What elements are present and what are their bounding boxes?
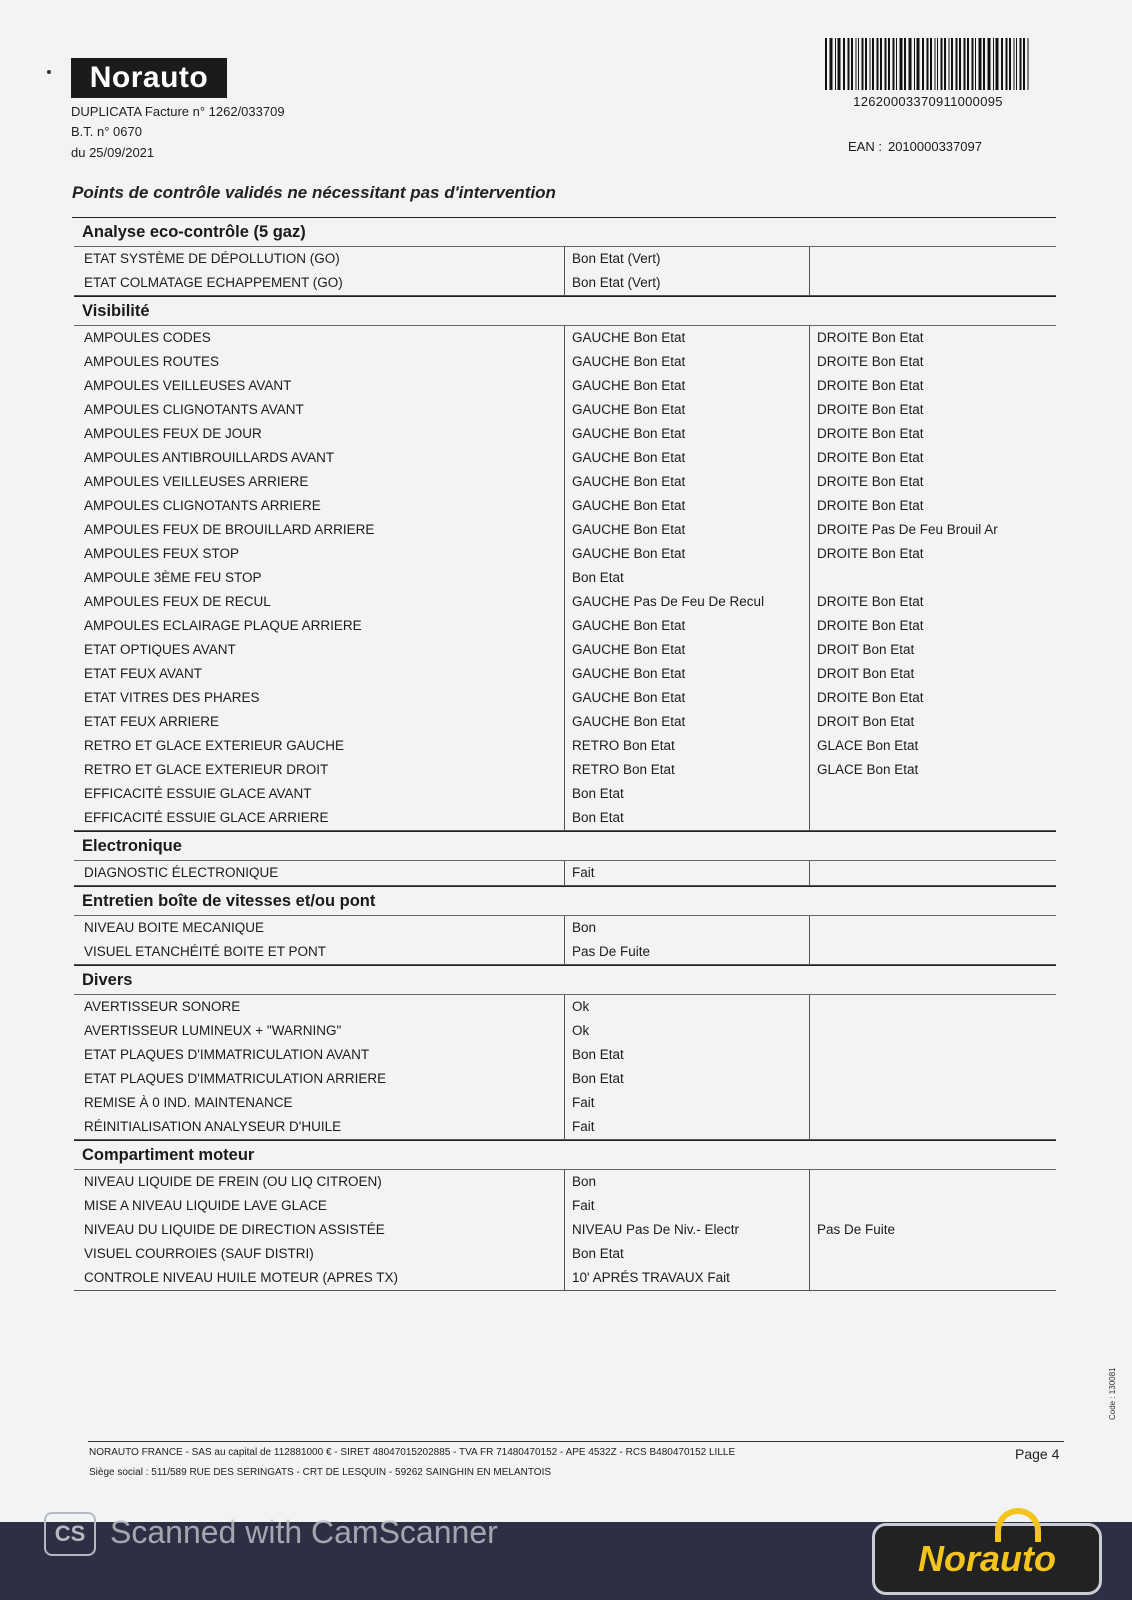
result-primary: GAUCHE Bon Etat (572, 378, 686, 393)
result-primary: Bon Etat (572, 570, 624, 585)
bottom-logo-text: Norauto (918, 1538, 1056, 1579)
result-secondary: DROITE Bon Etat (817, 546, 924, 561)
barcode-bar (930, 38, 932, 90)
barcode-bar (959, 38, 961, 90)
result-secondary: DROITE Bon Etat (817, 378, 924, 393)
result-primary: GAUCHE Bon Etat (572, 642, 686, 657)
barcode-bar (896, 38, 897, 90)
table-row (74, 494, 1056, 518)
table-row (74, 542, 1056, 566)
control-point: AMPOULES ANTIBROUILLARDS AVANT (84, 450, 335, 465)
result-secondary (809, 782, 1056, 806)
result-primary: GAUCHE Bon Etat (572, 522, 686, 537)
barcode-bar (848, 38, 850, 90)
result-secondary (809, 1115, 1056, 1139)
barcode-bar (1014, 38, 1015, 90)
head-office-address: Siège social : 511/589 RUE DES SERINGATS - CRT DE LESQUIN - 59262 SAINGHIN EN MELANTOIS (89, 1467, 552, 1478)
section-rows (74, 861, 1056, 886)
barcode-bar (900, 38, 903, 90)
result-secondary: DROITE Bon Etat (817, 594, 924, 609)
control-points-table (74, 218, 1056, 1291)
result-primary: GAUCHE Bon Etat (572, 354, 686, 369)
result-secondary (809, 1242, 1056, 1266)
barcode-bar (877, 38, 879, 90)
control-point: ETAT FEUX ARRIERE (84, 714, 220, 729)
page-number: Page 4 (1015, 1446, 1060, 1462)
result-primary: NIVEAU Pas De Niv.- Electr (572, 1222, 740, 1237)
control-point: AMPOULE 3ÈME FEU STOP (84, 570, 262, 585)
barcode-bar (964, 38, 966, 90)
table-row (74, 734, 1056, 758)
table-row (74, 861, 1056, 885)
barcode-bar (993, 38, 994, 90)
result-primary: RETRO Bon Etat (572, 762, 675, 777)
ean-label: EAN : (848, 139, 882, 154)
control-point: AMPOULES ECLAIRAGE PLAQUE ARRIERE (84, 618, 362, 633)
barcode-bar (893, 38, 895, 90)
control-point: AVERTISSEUR LUMINEUX + "WARNING" (84, 1023, 342, 1038)
result-secondary: DROITE Bon Etat (817, 402, 924, 417)
ean-value: 2010000337097 (887, 139, 982, 154)
result-secondary: Pas De Fuite (817, 1222, 896, 1237)
control-point: CONTROLE NIVEAU HUILE MOTEUR (APRES TX) (84, 1270, 399, 1285)
section-header: Visibilité (74, 296, 1056, 326)
table-row (74, 686, 1056, 710)
control-point: AMPOULES VEILLEUSES ARRIERE (84, 474, 309, 489)
table-row (74, 590, 1056, 614)
result-secondary (809, 1170, 1056, 1194)
control-point: AMPOULES VEILLEUSES AVANT (84, 378, 292, 393)
table-row (74, 1170, 1056, 1194)
control-point: REMISE À 0 IND. MAINTENANCE (84, 1095, 293, 1110)
control-point: EFFICACITÉ ESSUIE GLACE AVANT (84, 786, 312, 801)
barcode-bar (851, 38, 853, 90)
result-secondary: DROITE Bon Etat (817, 618, 924, 633)
table-row (74, 1266, 1056, 1290)
result-secondary: DROITE Bon Etat (817, 498, 924, 513)
barcode-bar (979, 38, 982, 90)
result-primary: GAUCHE Bon Etat (572, 330, 686, 345)
barcode-bar (830, 38, 833, 90)
result-primary: GAUCHE Bon Etat (572, 450, 686, 465)
result-primary: Bon Etat (572, 1246, 624, 1261)
result-secondary: DROITE Bon Etat (817, 474, 924, 489)
result-primary: Bon (572, 1174, 597, 1189)
table-row (74, 638, 1056, 662)
barcode-bar (885, 38, 887, 90)
control-point: NIVEAU BOITE MECANIQUE (84, 920, 265, 935)
table-row (74, 1091, 1056, 1115)
ean-line (848, 139, 982, 154)
result-secondary: GLACE Bon Etat (817, 762, 919, 777)
norauto-logo: Norauto (71, 58, 227, 98)
result-primary: Bon (572, 920, 597, 935)
barcode-bar (927, 38, 929, 90)
result-primary: Fait (572, 865, 595, 880)
result-primary: Fait (572, 1119, 595, 1134)
result-primary: Fait (572, 1095, 595, 1110)
result-primary: Bon Etat (Vert) (572, 251, 661, 266)
barcode-bar (983, 38, 985, 90)
company-legal-info: NORAUTO FRANCE - SAS au capital de 112881000 € - SIRET 48047015202885 - TVA FR 71480470152 - APE 4532Z - RCS B480470152 LILLE (89, 1447, 736, 1458)
result-primary: GAUCHE Bon Etat (572, 714, 686, 729)
control-point: NIVEAU LIQUIDE DE FREIN (OU LIQ CITROEN) (84, 1174, 382, 1189)
table-row (74, 1115, 1056, 1139)
table-row (74, 1067, 1056, 1091)
result-secondary (809, 1019, 1056, 1043)
table-row (74, 1242, 1056, 1266)
table-row (74, 614, 1056, 638)
result-primary: Bon Etat (572, 810, 624, 825)
scanner-watermark: Scanned with CamScanner (110, 1514, 498, 1550)
result-primary: Bon Etat (572, 1071, 624, 1086)
control-point: ETAT FEUX AVANT (84, 666, 203, 681)
barcode-bar (996, 38, 999, 90)
barcode-bar (870, 38, 871, 90)
control-point: ETAT COLMATAGE ECHAPPEMENT (GO) (84, 275, 343, 290)
barcode-bar (956, 38, 958, 90)
table-row (74, 806, 1056, 830)
result-secondary: DROITE Bon Etat (817, 450, 924, 465)
control-point: RETRO ET GLACE EXTERIEUR GAUCHE (84, 738, 345, 753)
result-secondary: DROIT Bon Etat (817, 642, 915, 657)
barcode-bar (838, 38, 841, 90)
result-primary: GAUCHE Bon Etat (572, 690, 686, 705)
barcode-bar (909, 38, 912, 90)
bt-number: B.T. n° 0670 (71, 124, 142, 139)
control-point: AMPOULES FEUX STOP (84, 546, 240, 561)
result-secondary (809, 271, 1056, 295)
barcode-bar (825, 38, 827, 90)
table-row (74, 995, 1056, 1019)
control-point: AMPOULES FEUX DE RECUL (84, 594, 271, 609)
control-point: NIVEAU DU LIQUIDE DE DIRECTION ASSISTÉE (84, 1222, 385, 1237)
form-code: Code : 130081 (1108, 1367, 1117, 1420)
result-secondary (809, 1043, 1056, 1067)
control-point: AMPOULES CODES (84, 330, 211, 345)
scan-mark (47, 70, 51, 74)
table-row (74, 940, 1056, 964)
result-secondary (809, 1194, 1056, 1218)
result-secondary (809, 940, 1056, 964)
table-row (74, 758, 1056, 782)
result-secondary: DROITE Bon Etat (817, 330, 924, 345)
barcode-bar (856, 38, 857, 90)
section-rows (74, 326, 1056, 831)
table-row (74, 326, 1056, 350)
control-point: VISUEL ETANCHÉITÉ BOITE ET PONT (84, 944, 327, 959)
barcode-number: 12620003370911000095 (853, 94, 1003, 109)
barcode-bar (888, 38, 890, 90)
barcode-bar (937, 38, 938, 90)
control-point: VISUEL COURROIES (SAUF DISTRI) (84, 1246, 314, 1261)
control-point: ETAT SYSTÈME DE DÉPOLLUTION (GO) (84, 251, 340, 266)
barcode-bar (972, 38, 974, 90)
barcode-bar (922, 38, 924, 90)
section-header: Analyse eco-contrôle (5 gaz) (74, 218, 1056, 247)
result-primary: GAUCHE Bon Etat (572, 426, 686, 441)
duplicata-invoice-number: DUPLICATA Facture n° 1262/033709 (71, 104, 285, 119)
result-secondary (809, 995, 1056, 1019)
section-rows (74, 247, 1056, 296)
section-header: Electronique (74, 831, 1056, 861)
table-row (74, 470, 1056, 494)
barcode-bar (944, 38, 946, 90)
camscanner-icon: CS (44, 1512, 96, 1556)
result-secondary: DROITE Bon Etat (817, 690, 924, 705)
result-secondary: DROITE Bon Etat (817, 426, 924, 441)
result-secondary: DROITE Bon Etat (817, 354, 924, 369)
table-row (74, 1218, 1056, 1242)
table-row (74, 1194, 1056, 1218)
section-rows (74, 995, 1056, 1140)
barcode-bar (1023, 38, 1025, 90)
control-point: ETAT PLAQUES D'IMMATRICULATION ARRIERE (84, 1071, 387, 1086)
barcode-bar (1028, 38, 1029, 90)
barcode-bar (880, 38, 882, 90)
table-row (74, 782, 1056, 806)
table-row (74, 271, 1056, 295)
control-point: AMPOULES CLIGNOTANTS AVANT (84, 402, 304, 417)
table-row (74, 710, 1056, 734)
control-point: ETAT VITRES DES PHARES (84, 690, 260, 705)
control-point: RÉINITIALISATION ANALYSEUR D'HUILE (84, 1119, 342, 1134)
result-primary: GAUCHE Bon Etat (572, 546, 686, 561)
barcode-bar (1001, 38, 1003, 90)
footer-rule (88, 1441, 1064, 1442)
result-primary: GAUCHE Pas De Feu De Recul (572, 594, 765, 609)
barcode-bar (1009, 38, 1011, 90)
barcode-bar (843, 38, 845, 90)
control-point: AMPOULES FEUX DE JOUR (84, 426, 262, 441)
document-title: Points de contrôle validés ne nécessitant pas d'intervention (72, 183, 556, 202)
result-primary: GAUCHE Bon Etat (572, 618, 686, 633)
barcode-bar (1006, 38, 1008, 90)
control-point: AMPOULES ROUTES (84, 354, 220, 369)
control-point: EFFICACITÉ ESSUIE GLACE ARRIERE (84, 810, 329, 825)
result-primary: Ok (572, 999, 590, 1014)
section-rows (74, 916, 1056, 965)
result-secondary (809, 1091, 1056, 1115)
section-header: Compartiment moteur (74, 1140, 1056, 1170)
table-row (74, 446, 1056, 470)
barcode-bar (904, 38, 906, 90)
barcode-bar (967, 38, 969, 90)
section-header: Divers (74, 965, 1056, 995)
section-rows (74, 1170, 1056, 1291)
result-primary: Bon Etat (Vert) (572, 275, 661, 290)
result-primary: RETRO Bon Etat (572, 738, 675, 753)
barcode-bar (941, 38, 943, 90)
result-primary: GAUCHE Bon Etat (572, 498, 686, 513)
control-point: AMPOULES CLIGNOTANTS ARRIERE (84, 498, 321, 513)
barcode-bar (1016, 38, 1017, 90)
result-secondary (809, 861, 1056, 885)
result-secondary: DROIT Bon Etat (817, 666, 915, 681)
result-secondary: DROIT Bon Etat (817, 714, 915, 729)
result-primary: Bon Etat (572, 786, 624, 801)
table-row (74, 566, 1056, 590)
barcode-bar (872, 38, 874, 90)
section-header: Entretien boîte de vitesses et/ou pont (74, 886, 1056, 916)
result-primary: GAUCHE Bon Etat (572, 666, 686, 681)
control-point: AVERTISSEUR SONORE (84, 999, 241, 1014)
control-point: ETAT OPTIQUES AVANT (84, 642, 236, 657)
result-primary: GAUCHE Bon Etat (572, 402, 686, 417)
table-row (74, 350, 1056, 374)
barcode-bar (935, 38, 936, 90)
table-row (74, 422, 1056, 446)
table-row (74, 662, 1056, 686)
barcode (823, 38, 1033, 90)
result-secondary: GLACE Bon Etat (817, 738, 919, 753)
result-primary: GAUCHE Bon Etat (572, 474, 686, 489)
table-row (74, 916, 1056, 940)
table-row (74, 1043, 1056, 1067)
table-row (74, 247, 1056, 271)
barcode-bar (988, 38, 991, 90)
barcode-bar (975, 38, 976, 90)
result-secondary (809, 566, 1056, 590)
table-row (74, 374, 1056, 398)
barcode-bar (858, 38, 859, 90)
barcode-bar (914, 38, 915, 90)
control-point: MISE A NIVEAU LIQUIDE LAVE GLACE (84, 1198, 327, 1213)
result-secondary (809, 806, 1056, 830)
barcode-bar (949, 38, 950, 90)
barcode-bar (862, 38, 864, 90)
barcode-bar (835, 38, 836, 90)
result-primary: 10' APRÉS TRAVAUX Fait (572, 1270, 730, 1285)
control-point: AMPOULES FEUX DE BROUILLARD ARRIERE (84, 522, 375, 537)
result-secondary (809, 916, 1056, 940)
barcode-bar (951, 38, 953, 90)
control-point: RETRO ET GLACE EXTERIEUR DROIT (84, 762, 329, 777)
result-secondary (809, 1266, 1056, 1290)
table-row (74, 398, 1056, 422)
barcode-bar (1020, 38, 1022, 90)
result-primary: Fait (572, 1198, 595, 1213)
table-row (74, 518, 1056, 542)
result-primary: Ok (572, 1023, 590, 1038)
barcode-bar (917, 38, 920, 90)
result-secondary: DROITE Pas De Feu Brouil Ar (817, 522, 998, 537)
result-primary: Pas De Fuite (572, 944, 651, 959)
result-secondary (809, 1067, 1056, 1091)
control-point: DIAGNOSTIC ÉLECTRONIQUE (84, 865, 279, 880)
norauto-logo-bottom (872, 1523, 1102, 1595)
table-row (74, 1019, 1056, 1043)
control-point: ETAT PLAQUES D'IMMATRICULATION AVANT (84, 1047, 370, 1062)
invoice-date: du 25/09/2021 (71, 145, 155, 160)
result-secondary (809, 247, 1056, 271)
result-primary: Bon Etat (572, 1047, 624, 1062)
barcode-bar (865, 38, 867, 90)
